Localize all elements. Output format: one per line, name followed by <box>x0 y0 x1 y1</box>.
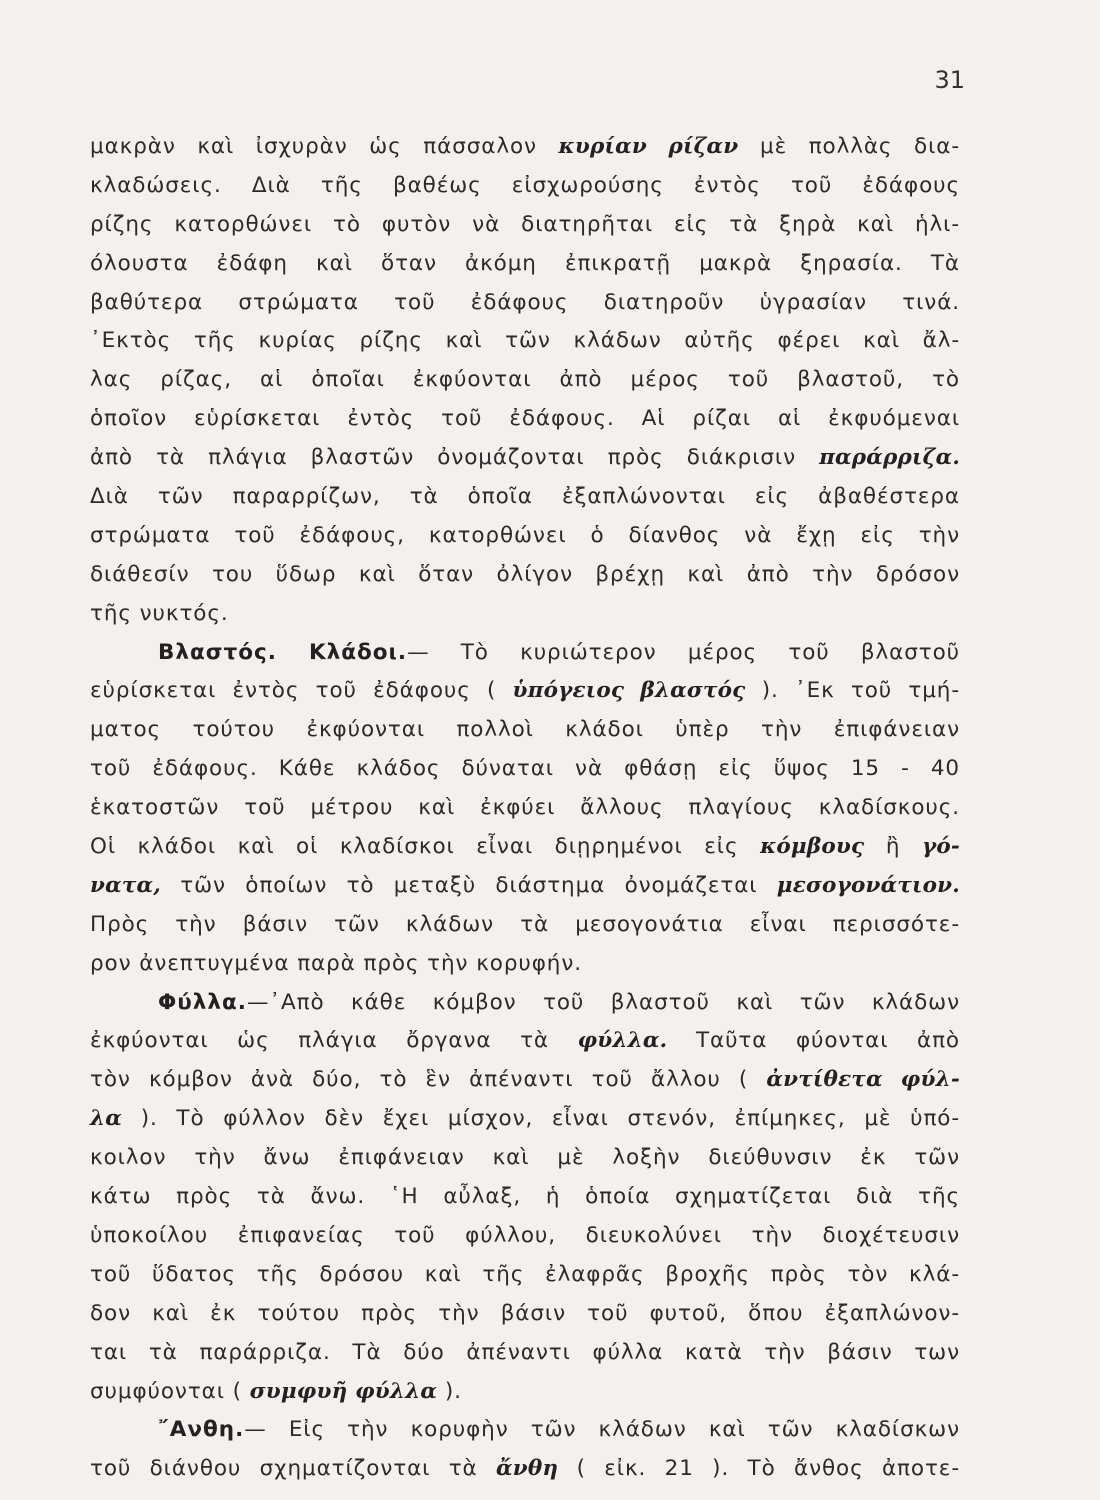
text-run: Ταῦτα φύονται ἀπὸ <box>667 1028 960 1054</box>
text-line <box>90 1334 960 1373</box>
text-run: — Τὸ κυριώτερον μέρος τοῦ βλαστοῦ <box>407 639 960 665</box>
text-run: — Εἰς τὴν κορυφὴν τῶν κλάδων καὶ τῶν κλαδίσκων <box>244 1417 960 1443</box>
text-line <box>90 789 960 828</box>
text-line <box>90 1061 960 1100</box>
text-run: ὁποῖον εὑρίσκεται ἐντὸς τοῦ ἐδάφους. Αἱ ρίζαι αἱ ἐκφυόμεναι <box>90 406 960 432</box>
text-line <box>90 672 960 711</box>
text-line <box>90 984 960 1023</box>
key-term: φύλλα. <box>577 1028 668 1054</box>
text-line <box>90 128 960 167</box>
text-run: ρίζης κατορθώνει τὸ φυτὸν νὰ διατηρῆται εἰς τὰ ξηρὰ καὶ ἡλι- <box>90 211 960 237</box>
text-line <box>90 828 960 867</box>
text-run: τῆς νυκτός. <box>90 600 229 626</box>
text-run: κάτω πρὸς τὰ ἄνω. ῾Η αὖλαξ, ἡ ὁποία σχηματίζεται διὰ τῆς <box>90 1184 960 1210</box>
text-line <box>90 556 960 595</box>
text-run: ρον ἀνεπτυγμένα παρὰ πρὸς τὴν κορυφήν. <box>90 950 582 976</box>
text-run: εὑρίσκεται ἐντὸς τοῦ ἐδάφους ( <box>90 678 513 704</box>
text-line <box>90 1411 960 1450</box>
text-run: λας ρίζας, αἱ ὁποῖαι ἐκφύονται ἀπὸ μέρος τοῦ βλαστοῦ, τὸ <box>90 367 960 393</box>
section-heading: Βλαστός. Κλάδοι. <box>158 639 408 665</box>
text-run: ἑκατοστῶν τοῦ μέτρου καὶ ἐκφύει ἄλλους πλαγίους κλαδίσκους. <box>90 795 960 821</box>
key-term: γό- <box>921 834 960 860</box>
text-line <box>90 1022 960 1061</box>
text-run: Διὰ τῶν παραρρίζων, τὰ ὁποῖα ἐξαπλώνονται εἰς ἀβαθέστερα <box>90 484 960 510</box>
text-line <box>90 945 960 984</box>
section-heading: ῎Ανθη. <box>158 1417 245 1443</box>
text-run: Οἱ κλάδοι καὶ οἱ κλαδίσκοι εἶναι διῃρημένοι εἰς <box>90 834 761 860</box>
text-line <box>90 634 960 673</box>
text-run: τὸν κόμβον ἀνὰ δύο, τὸ ἓν ἀπέναντι τοῦ ἄλλου ( <box>90 1067 767 1093</box>
text-line <box>90 284 960 323</box>
text-line <box>90 1450 960 1489</box>
text-run: τοῦ διάνθου σχηματίζονται τὰ <box>90 1456 496 1482</box>
text-run: ). Τὸ φύλλον δὲν ἔχει μίσχον, εἶναι στενόν, ἐπίμηκες, μὲ ὑπό- <box>122 1106 960 1132</box>
text-line <box>90 361 960 400</box>
text-line <box>90 711 960 750</box>
text-line <box>90 1100 960 1139</box>
text-line <box>90 1217 960 1256</box>
key-term: ἄνθη <box>495 1456 559 1482</box>
text-run: τοῦ ἐδάφους. Κάθε κλάδος δύναται νὰ φθάσῃ εἰς ὕψος 15 - 40 <box>90 756 960 782</box>
text-run: βαθύτερα στρώματα τοῦ ἐδάφους διατηροῦν ὑγρασίαν τινά. <box>90 289 960 315</box>
text-run: μὲ πολλὰς δια- <box>738 134 961 159</box>
text-line <box>90 167 960 206</box>
text-line <box>90 206 960 245</box>
text-run: συμφύονται ( <box>90 1378 250 1404</box>
text-run: κλαδώσεις. Διὰ τῆς βαθέως εἰσχωρούσης ἐντὸς τοῦ ἐδάφους <box>90 172 960 198</box>
key-term: ὑπόγειος βλαστός <box>512 678 746 704</box>
key-term: κόμβους <box>760 834 865 860</box>
text-run: ὑποκοίλου ἐπιφανείας τοῦ φύλλου, διευκολύνει τὴν διοχέτευσιν <box>90 1222 960 1248</box>
key-term: συμφυῆ φύλλα <box>249 1378 438 1404</box>
key-term: κυρίαν ρίζαν <box>558 134 739 159</box>
text-line <box>90 439 960 478</box>
text-line <box>90 1256 960 1295</box>
text-line <box>90 867 960 906</box>
text-line <box>90 245 960 284</box>
text-line <box>90 322 960 361</box>
text-run: τῶν ὁποίων τὸ μεταξὺ διάστημα ὀνομάζεται <box>160 872 777 898</box>
text-run: ἢ <box>864 834 922 860</box>
text-line <box>90 595 960 634</box>
text-run: τοῦ ὕδατος τῆς δρόσου καὶ τῆς ἐλαφρᾶς βροχῆς πρὸς τὸν κλά- <box>90 1261 960 1287</box>
text-run: ται τὰ παράρριζα. Τὰ δύο ἀπέναντι φύλλα κατὰ τὴν βάσιν των <box>90 1339 960 1365</box>
text-run: μακρὰν καὶ ἰσχυρὰν ὡς πάσσαλον <box>90 134 559 159</box>
text-run: κοιλον τὴν ἄνω ἐπιφάνειαν καὶ μὲ λοξὴν διεύθυνσιν ἐκ τῶν <box>90 1145 960 1171</box>
section-heading: Φύλλα. <box>158 989 247 1015</box>
text-run: ᾿Εκτὸς τῆς κυρίας ρίζης καὶ τῶν κλάδων αὐτῆς φέρει καὶ ἄλ- <box>90 328 960 354</box>
text-run: —᾿Απὸ κάθε κόμβον τοῦ βλαστοῦ καὶ τῶν κλάδων <box>246 989 960 1015</box>
key-term: παράρριζα. <box>819 445 960 471</box>
text-line <box>90 906 960 945</box>
key-term: μεσογονάτιον. <box>776 872 960 898</box>
text-line <box>90 478 960 517</box>
text-run: ). <box>437 1378 462 1404</box>
key-term: νατα, <box>90 872 161 898</box>
text-run: δον καὶ ἐκ τούτου πρὸς τὴν βάσιν τοῦ φυτοῦ, ὅπου ἐξαπλώνον- <box>90 1300 960 1326</box>
body-text <box>90 128 960 1489</box>
page-number: 31 <box>934 66 965 94</box>
text-run: Πρὸς τὴν βάσιν τῶν κλάδων τὰ μεσογονάτια εἶναι περισσότε- <box>90 911 960 937</box>
text-line <box>90 750 960 789</box>
text-run: στρώματα τοῦ ἐδάφους, κατορθώνει ὁ δίανθος νὰ ἔχῃ εἰς τὴν <box>90 522 960 548</box>
text-line <box>90 400 960 439</box>
text-line <box>90 1373 960 1412</box>
text-run: ἀπὸ τὰ πλάγια βλαστῶν ὀνομάζονται πρὸς διάκρισιν <box>90 445 820 471</box>
key-term: λα <box>90 1106 123 1132</box>
text-run: ἐκφύονται ὡς πλάγια ὄργανα τὰ <box>90 1028 578 1054</box>
text-line <box>90 517 960 556</box>
text-run: ματος τούτου ἐκφύονται πολλοὶ κλάδοι ὑπὲρ τὴν ἐπιφάνειαν <box>90 717 960 743</box>
text-line <box>90 1139 960 1178</box>
text-run: ). ᾿Εκ τοῦ τμή- <box>745 678 960 704</box>
text-run: διάθεσίν του ὕδωρ καὶ ὅταν ὀλίγον βρέχῃ καὶ ἀπὸ τὴν δρόσον <box>90 561 960 587</box>
key-term: ἀντίθετα φύλ- <box>766 1067 960 1093</box>
text-line <box>90 1178 960 1217</box>
text-line <box>90 1295 960 1334</box>
text-run: ( εἰκ. 21 ). Τὸ ἄνθος ἀποτε- <box>558 1456 960 1482</box>
text-run: όλουστα ἐδάφη καὶ ὅταν ἀκόμη ἐπικρατῇ μακρὰ ξηρασία. Τὰ <box>90 250 960 276</box>
